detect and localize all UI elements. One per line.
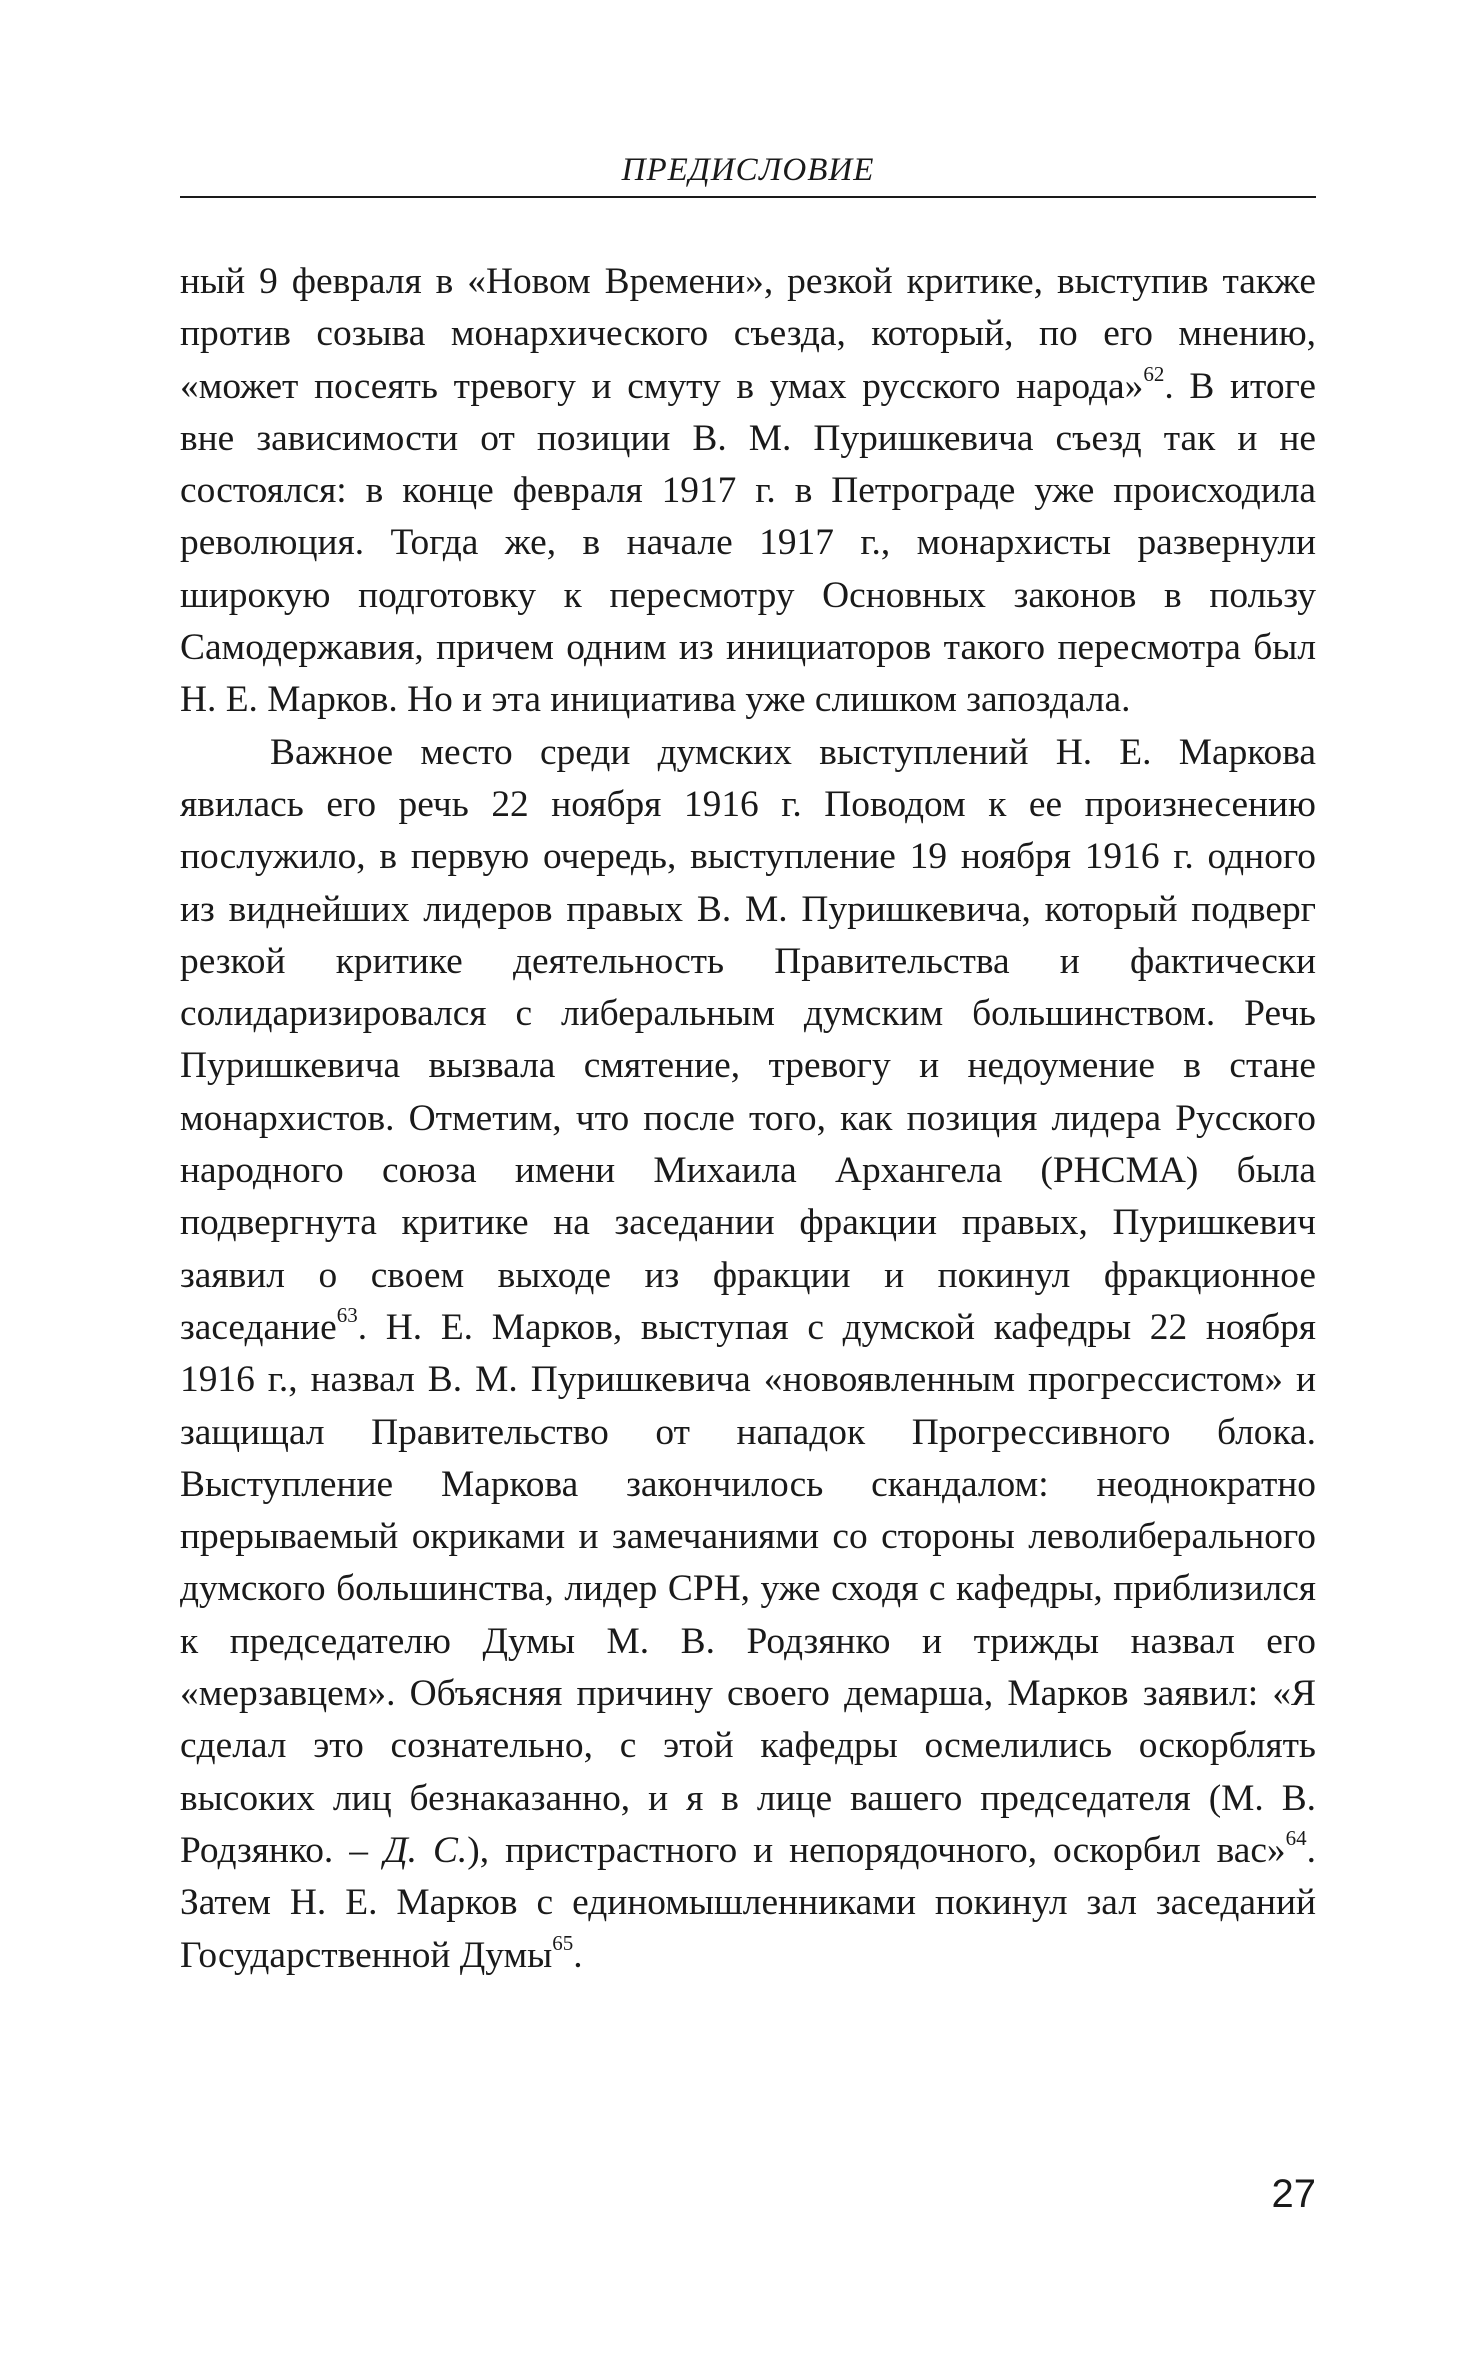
header-rule — [180, 196, 1316, 198]
paragraph — [180, 727, 1316, 1982]
page-number: 27 — [1271, 2172, 1316, 2216]
text-run: ), пристрастного и непорядочного, оскорбил вас» — [467, 1829, 1286, 1871]
footnote-ref: 62 — [1143, 361, 1165, 386]
italic-initials: Д. С. — [383, 1829, 468, 1871]
text-run: . Затем Н. Е. Марков с единомышленниками покинул зал заседаний Государственной Думы — [180, 1829, 1316, 1976]
body-text — [180, 256, 1316, 1982]
text-run: Важное место среди думских выступлений Н. Е. Маркова явилась его речь 22 ноября 1916 г. Поводом к ее произнесению послужило, в первую очередь, выступление 19 ноября 1916 г. одного из виднейших лидеров правых В. М. Пуришкевича, который подверг резкой критике деятельность Правительства и фактически солидаризировался с либеральным думским большинством. Речь Пуришкевича вызвала смятение, тревогу и недоумение в стане монархистов. Отметим, что после того, как позиция лидера Русского народного союза имени Михаила Архангела (РНСМА) была подвергнута критике на заседании фракции правых, Пуришкевич заявил о своем выходе из фракции и покинул фракционное заседание — [180, 731, 1316, 1348]
footnote-ref: 64 — [1285, 1826, 1307, 1851]
text-run: ный 9 февраля в «Новом Времени», резкой критике, выступив также против созыва монархического съезда, который, по его мнению, «может посеять тревогу и смуту в умах русского народа» — [180, 261, 1316, 407]
text-run: . — [573, 1934, 583, 1976]
text-run: . В итоге вне зависимости от позиции В. М. Пуришкевича съезд так и не состоялся: в конце февраля 1917 г. в Петрограде уже происходила революция. Тогда же, в начале 1917 г., монархисты развернули широкую подготовку к пересмотру Основных законов в пользу Самодержавия, причем одним из инициаторов такого пересмотра был Н. Е. Марков. Но и эта инициатива уже слишком запоздала. — [180, 365, 1316, 721]
footnote-ref: 63 — [336, 1303, 358, 1328]
footnote-ref: 65 — [552, 1930, 574, 1955]
running-head-title: ПРЕДИСЛОВИЕ — [621, 152, 875, 188]
text-run: . Н. Е. Марков, выступая с думской кафедры 22 ноября 1916 г., назвал В. М. Пуришкевича «новоявленным прогрессистом» и защищал Правительство от нападок Прогрессивного блока. Выступление Маркова закончилось скандалом: неоднократно прерываемый окриками и замечаниями со стороны леволиберального думского большинства, лидер СРН, уже сходя с кафедры, приблизился к председателю Думы М. В. Родзянко и трижды назвал его «мерзавцем». Объясняя причину своего демарша, Марков заявил: «Я сделал это сознательно, с этой кафедры осмелились оскорблять высоких лиц безнаказанно, и я в лице вашего председателя (М. В. Родзянко. – — [180, 1306, 1316, 1871]
paragraph — [180, 256, 1316, 727]
